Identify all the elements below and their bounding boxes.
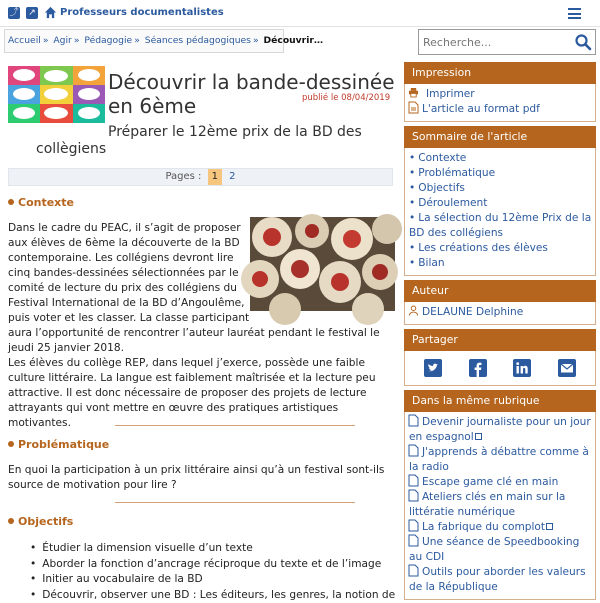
document-icon bbox=[409, 445, 418, 456]
list-item: • Aborder la fonction d’ancrage réciproque du texte et de l’image bbox=[30, 557, 395, 573]
breadcrumb-accueil[interactable]: Accueil bbox=[8, 35, 41, 46]
article-title: Découvrir la bande-dessinée en 6ème bbox=[108, 70, 398, 118]
article-logo-image bbox=[8, 66, 105, 123]
document-icon bbox=[409, 475, 418, 486]
bullet-icon bbox=[8, 199, 14, 205]
section-heading-problematique: Problématique bbox=[8, 438, 109, 451]
external-link-icon bbox=[475, 433, 482, 440]
list-item: • Étudier la dimension visuelle d’un texte bbox=[30, 541, 395, 557]
sommaire-item[interactable]: • Bilan bbox=[409, 256, 593, 271]
sommaire-item[interactable]: • Contexte bbox=[409, 151, 593, 166]
bullet-icon bbox=[8, 441, 14, 447]
document-icon bbox=[409, 490, 418, 501]
sommaire-header: Sommaire de l'article bbox=[404, 126, 596, 148]
search-input[interactable] bbox=[419, 30, 569, 54]
rubrique-header: Dans la même rubrique bbox=[404, 390, 596, 412]
share-panel bbox=[404, 351, 596, 386]
article-subtitle: Préparer le 12ème prix de la BD des collègiens bbox=[36, 124, 396, 158]
publication-date: publié le 08/04/2019 bbox=[302, 93, 390, 103]
page-1: 1 bbox=[208, 169, 222, 185]
print-link[interactable]: Imprimer bbox=[409, 87, 593, 102]
impression-panel bbox=[404, 84, 596, 122]
linkedin-icon[interactable] bbox=[513, 359, 531, 377]
top-bar bbox=[0, 0, 600, 27]
author-link[interactable]: DELAUNE Delphine bbox=[409, 305, 593, 320]
document-icon bbox=[409, 535, 418, 546]
rubrique-item[interactable]: Outils pour aborder les valeurs de la République bbox=[409, 565, 593, 595]
rubrique-item[interactable]: Devenir journaliste pour un jour en espagnol bbox=[409, 415, 593, 445]
share-square-icon[interactable]: ⤴ bbox=[8, 7, 20, 19]
pdf-link[interactable]: L'article au format pdf bbox=[409, 102, 593, 117]
breadcrumb-agir[interactable]: Agir bbox=[53, 35, 71, 46]
external-link-icon bbox=[546, 523, 553, 530]
pdf-icon bbox=[409, 102, 418, 113]
rubrique-item[interactable]: Une séance de Speedbooking au CDI bbox=[409, 535, 593, 565]
contexte-p2: Les élèves du collège REP, dans lequel j’exerce, possède une faible culture littéraire. La langue est faiblement maîtrisée et la lecture peu attractive. Il est donc nécessaire de proposer des projets de lecture attrayants qui vont mettre en œuvre des pratiques artistiques motivantes. bbox=[8, 357, 376, 429]
print-icon bbox=[409, 87, 418, 98]
sommaire-item[interactable]: • Déroulement bbox=[409, 196, 593, 211]
document-icon bbox=[409, 415, 418, 426]
document-icon bbox=[409, 520, 418, 531]
rubrique-item[interactable]: La fabrique du complot bbox=[409, 520, 593, 535]
email-icon[interactable] bbox=[558, 359, 576, 377]
search-box bbox=[418, 29, 596, 55]
bullet-icon bbox=[8, 518, 14, 524]
rubrique-item[interactable]: J'apprends à débattre comme à la radio bbox=[409, 445, 593, 475]
sommaire-item[interactable]: • La sélection du 12ème Prix de la BD des collégiens bbox=[409, 211, 593, 241]
pages-label: Pages : bbox=[165, 171, 201, 182]
breadcrumb-current: Découvrir… bbox=[264, 35, 324, 46]
breadcrumb: Accueil » Agir » Pédagogie » Séances pédagogiques » Découvrir… bbox=[4, 29, 284, 53]
sommaire-item[interactable]: • Les créations des élèves bbox=[409, 241, 593, 256]
auteur-header: Auteur bbox=[404, 280, 596, 302]
page-2-link[interactable]: 2 bbox=[229, 171, 235, 182]
search-icon[interactable] bbox=[574, 33, 592, 51]
menu-icon[interactable] bbox=[568, 8, 581, 19]
contexte-p1: Dans le cadre du PEAC, il s’agit de proposer aux élèves de 6ème la découverte de la BD contemporaine. Les collégiens devront lire cinq bandes-dessinées sélectionnées par le comité de lecture du prix des collégiens du Festival International de la BD d’Angoulême, puis voter et les classer. La classe participant aura l’opportunité de rencontrer l’auteur lauréat pendant le festival le jeudi 25 janvier 2018. bbox=[8, 222, 380, 354]
pagination bbox=[8, 168, 393, 186]
rubrique-panel bbox=[404, 412, 596, 600]
divider bbox=[115, 502, 355, 503]
article-main bbox=[0, 60, 400, 600]
section-heading-contexte: Contexte bbox=[8, 196, 74, 209]
breadcrumb-seances[interactable]: Séances pédagogiques bbox=[145, 35, 251, 46]
document-icon bbox=[409, 565, 418, 576]
problematique-paragraph: En quoi la participation à un prix littéraire ainsi qu’à un festival sont-ils source de motivation pour lire ? bbox=[8, 463, 393, 493]
rubrique-item[interactable]: Ateliers clés en main sur la littératie numérique bbox=[409, 490, 593, 520]
divider bbox=[115, 425, 355, 426]
sommaire-item[interactable]: • Problématique bbox=[409, 166, 593, 181]
breadcrumb-pedagogie[interactable]: Pédagogie bbox=[84, 35, 132, 46]
list-item: • Initier au vocabulaire de la BD bbox=[30, 572, 395, 588]
impression-header: Impression bbox=[404, 62, 596, 84]
contexte-text-block bbox=[8, 221, 396, 431]
rubrique-item[interactable]: Escape game clé en main bbox=[409, 475, 593, 490]
section-heading-objectifs: Objectifs bbox=[8, 515, 73, 528]
home-icon[interactable] bbox=[44, 6, 57, 19]
sommaire-item[interactable]: • Objectifs bbox=[409, 181, 593, 196]
list-item: • Découvrir, observer une BD : Les éditeurs, les genres, la notion de bbox=[30, 588, 395, 603]
twitter-icon[interactable] bbox=[424, 359, 442, 377]
partager-header: Partager bbox=[404, 329, 596, 351]
auteur-panel bbox=[404, 302, 596, 325]
sidebar bbox=[404, 62, 596, 600]
arrow-square-icon[interactable]: ↗ bbox=[26, 7, 38, 19]
facebook-icon[interactable] bbox=[469, 359, 487, 377]
user-icon bbox=[409, 305, 418, 316]
site-name-link[interactable]: Professeurs documentalistes bbox=[60, 7, 224, 18]
sommaire-panel bbox=[404, 148, 596, 276]
objectifs-list bbox=[30, 541, 395, 603]
